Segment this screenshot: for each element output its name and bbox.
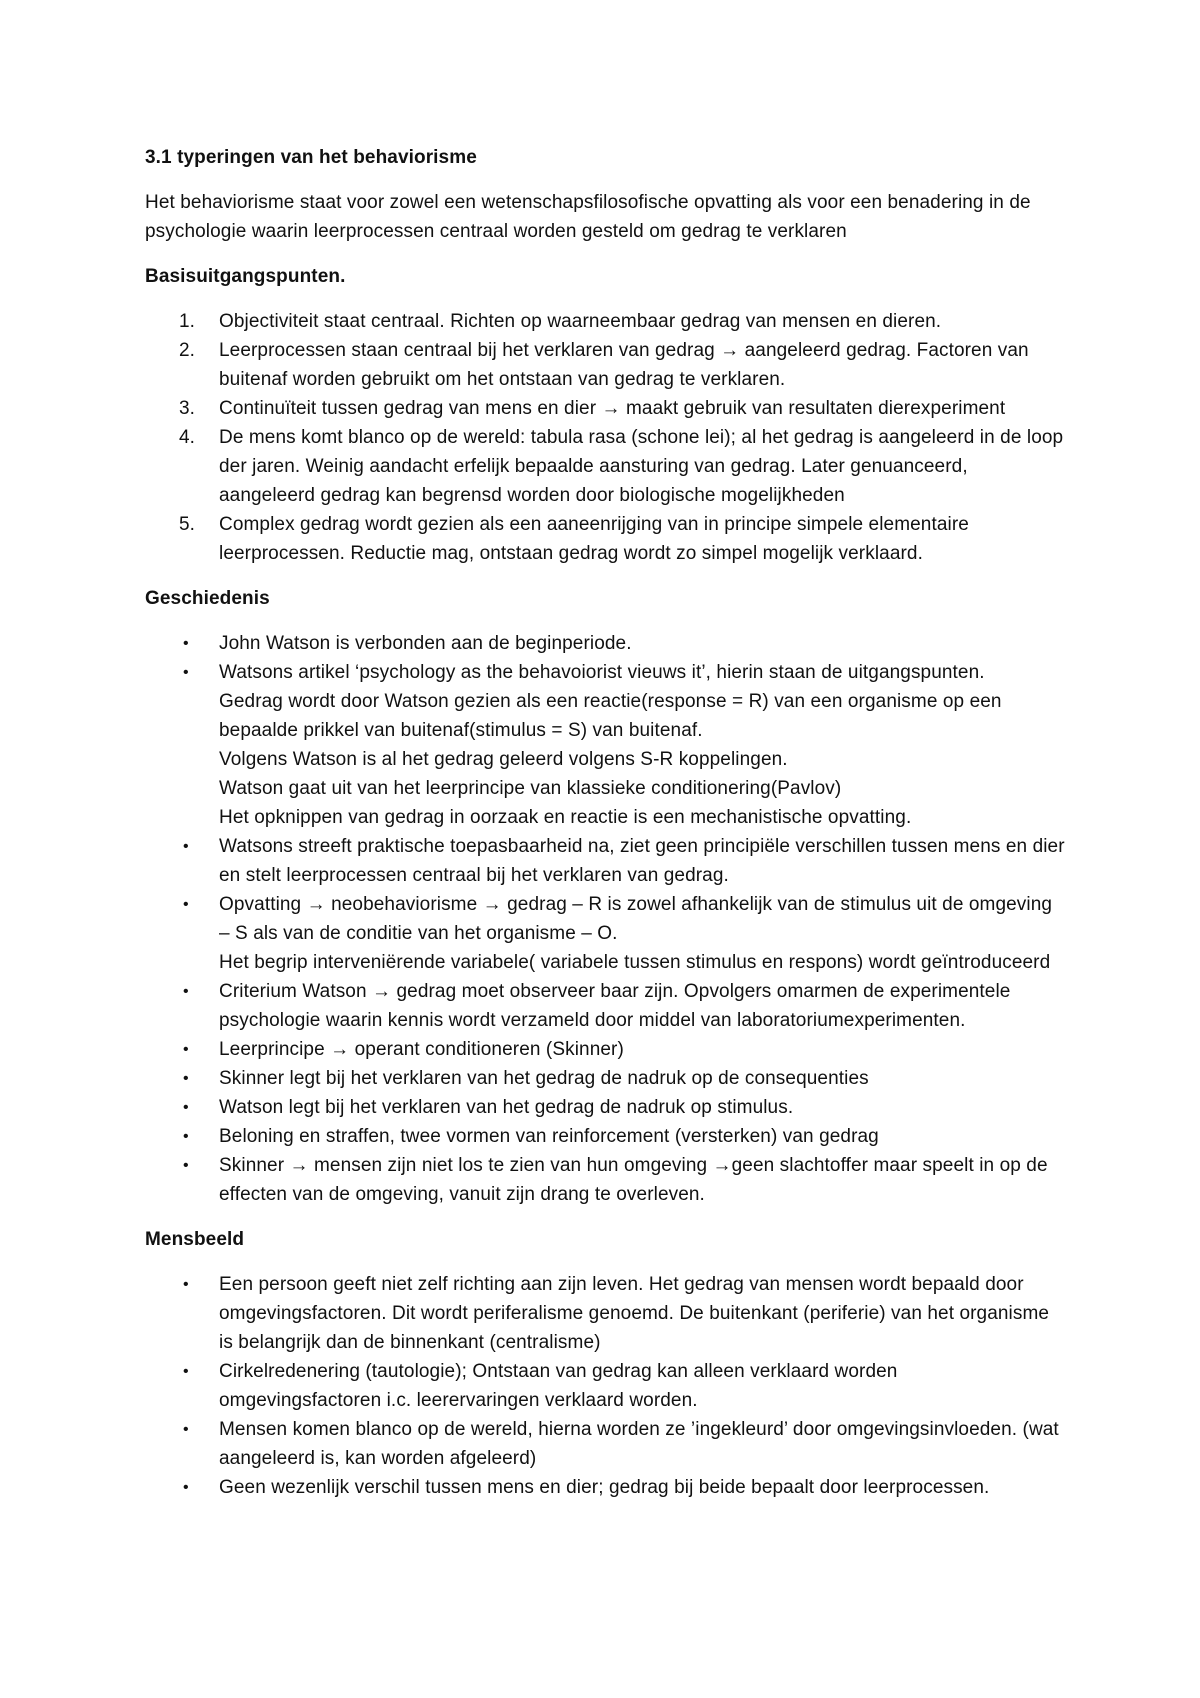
basis-item-text: Objectiviteit staat centraal. Richten op waarneembaar gedrag van mensen en dieren. — [219, 311, 942, 332]
geschiedenis-item-text: Watsons artikel ‘psychology as the behavoiorist vieuws it’, hierin staan de uitgangspunten. — [219, 662, 985, 683]
basis-item-number: 2. — [179, 340, 196, 361]
mensbeeld-item-text: Cirkelredenering (tautologie); Ontstaan van gedrag kan alleen verklaard worden omgevingsfactoren i.c. leerervaringen verklaard worden. — [219, 1361, 898, 1411]
basis-item-number: 4. — [179, 427, 196, 448]
bullet-icon: • — [183, 1363, 189, 1380]
mensbeeld-item — [145, 1415, 1065, 1473]
geschiedenis-item — [145, 629, 1065, 658]
basis-item-text: Continuïteit tussen gedrag van mens en dier → maakt gebruik van resultaten dierexperiment — [219, 398, 1006, 419]
geschiedenis-item-text: Volgens Watson is al het gedrag geleerd volgens S-R koppelingen. — [219, 749, 788, 770]
intro-paragraph: Het behaviorisme staat voor zowel een wetenschapsfilosofische opvatting als voor een benadering in de psychologie waarin leerprocessen centraal worden gesteld om gedrag te verklaren — [145, 192, 1031, 242]
basis-item-number: 3. — [179, 398, 196, 419]
geschiedenis-item — [145, 832, 1065, 890]
geschiedenis-item-text: Opvatting → neobehaviorisme → gedrag – R is zowel afhankelijk van de stimulus uit de omgeving – S als van de conditie van het organisme – O. — [219, 894, 1053, 944]
geschiedenis-item — [145, 1151, 1065, 1209]
geschiedenis-item-text: Watsons streeft praktische toepasbaarheid na, ziet geen principiële verschillen tussen mens en dier en stelt leerprocessen centraal bij het verklaren van gedrag. — [219, 836, 1065, 886]
mensbeeld-item-text: Mensen komen blanco op de wereld, hierna worden ze ’ingekleurd’ door omgevingsinvloeden. (wat aangeleerd is, kan worden afgeleerd) — [219, 1419, 1059, 1469]
geschiedenis-item-text: John Watson is verbonden aan de beginperiode. — [219, 633, 632, 654]
mensbeeld-item-text: Geen wezenlijk verschil tussen mens en dier; gedrag bij beide bepaalt door leerprocessen. — [219, 1477, 990, 1498]
geschiedenis-item-text: Skinner legt bij het verklaren van het gedrag de nadruk op de consequenties — [219, 1068, 869, 1089]
bullet-icon: • — [183, 1479, 189, 1496]
mensbeeld-list — [145, 1270, 1065, 1502]
bullet-icon: • — [183, 1157, 189, 1174]
basis-item-text: Leerprocessen staan centraal bij het verklaren van gedrag → aangeleerd gedrag. Factoren van buitenaf worden gebruikt om het ontstaan van gedrag te verklaren. — [219, 340, 1029, 390]
geschiedenis-item-text: Beloning en straffen, twee vormen van reinforcement (versterken) van gedrag — [219, 1126, 879, 1147]
bullet-icon: • — [183, 1128, 189, 1145]
geschiedenis-item-text: Criterium Watson → gedrag moet observeer baar zijn. Opvolgers omarmen de experimentele psychologie waarin kennis wordt verzameld door middel van laboratoriumexperimenten. — [219, 981, 1011, 1031]
bullet-icon: • — [183, 664, 189, 681]
mensbeeld-item-text: Een persoon geeft niet zelf richting aan zijn leven. Het gedrag van mensen wordt bepaald door omgevingsfactoren. Dit wordt periferalisme genoemd. De buitenkant (periferie) van het organisme is belangrijk dan de binnenkant (centralisme) — [219, 1274, 1050, 1353]
basis-item — [145, 336, 1065, 394]
bullet-icon: • — [183, 1421, 189, 1438]
bullet-icon: • — [183, 1276, 189, 1293]
geschiedenis-item — [145, 977, 1065, 1035]
geschiedenis-item-text: Leerprincipe → operant conditioneren (Skinner) — [219, 1039, 624, 1060]
geschiedenis-item-text: Gedrag wordt door Watson gezien als een reactie(response = R) van een organisme op een bepaalde prikkel van buitenaf(stimulus = S) van buitenaf. — [219, 691, 1002, 741]
basis-item — [145, 394, 1065, 423]
mensbeeld-item — [145, 1357, 1065, 1415]
basis-item-text: De mens komt blanco op de wereld: tabula rasa (schone lei); al het gedrag is aangeleerd in de loop der jaren. Weinig aandacht erfelijk bepaalde aansturing van gedrag. Later genuanceerd, aangeleerd gedrag kan begrensd worden door biologische mogelijkheden — [219, 427, 1064, 506]
basis-item — [145, 423, 1065, 510]
bullet-icon: • — [183, 1099, 189, 1116]
bullet-icon: • — [183, 635, 189, 652]
mensbeeld-heading: Mensbeeld — [145, 1229, 245, 1250]
geschiedenis-heading: Geschiedenis — [145, 588, 270, 609]
mensbeeld-item — [145, 1270, 1065, 1357]
bullet-icon: • — [183, 1041, 189, 1058]
bullet-icon: • — [183, 1070, 189, 1087]
geschiedenis-item — [145, 658, 1065, 832]
basis-item-text: Complex gedrag wordt gezien als een aaneenrijging van in principe simpele elementaire leerprocessen. Reductie mag, ontstaan gedrag wordt zo simpel mogelijk verklaard. — [219, 514, 969, 564]
basis-list — [145, 307, 1065, 568]
geschiedenis-item-text: Watson legt bij het verklaren van het gedrag de nadruk op stimulus. — [219, 1097, 794, 1118]
bullet-icon: • — [183, 983, 189, 1000]
document-content — [145, 143, 1065, 1518]
geschiedenis-item — [145, 1093, 1065, 1122]
geschiedenis-item — [145, 1064, 1065, 1093]
geschiedenis-item — [145, 1035, 1065, 1064]
basis-heading: Basisuitgangspunten. — [145, 266, 346, 287]
bullet-icon: • — [183, 896, 189, 913]
basis-item-number: 1. — [179, 311, 196, 332]
geschiedenis-item-text: Het opknippen van gedrag in oorzaak en reactie is een mechanistische opvatting. — [219, 807, 912, 828]
basis-item-number: 5. — [179, 514, 196, 535]
geschiedenis-list — [145, 629, 1065, 1209]
mensbeeld-item — [145, 1473, 1065, 1502]
geschiedenis-item — [145, 890, 1065, 977]
geschiedenis-item-text: Watson gaat uit van het leerprincipe van klassieke conditionering(Pavlov) — [219, 778, 842, 799]
geschiedenis-item-text: Skinner → mensen zijn niet los te zien van hun omgeving →geen slachtoffer maar speelt in op de effecten van de omgeving, vanuit zijn drang te overleven. — [219, 1155, 1048, 1205]
geschiedenis-item-text: Het begrip interveniërende variabele( variabele tussen stimulus en respons) wordt geïntroduceerd — [219, 952, 1051, 973]
geschiedenis-item — [145, 1122, 1065, 1151]
bullet-icon: • — [183, 838, 189, 855]
basis-item — [145, 510, 1065, 568]
basis-item — [145, 307, 1065, 336]
section-title: 3.1 typeringen van het behaviorisme — [145, 147, 477, 168]
